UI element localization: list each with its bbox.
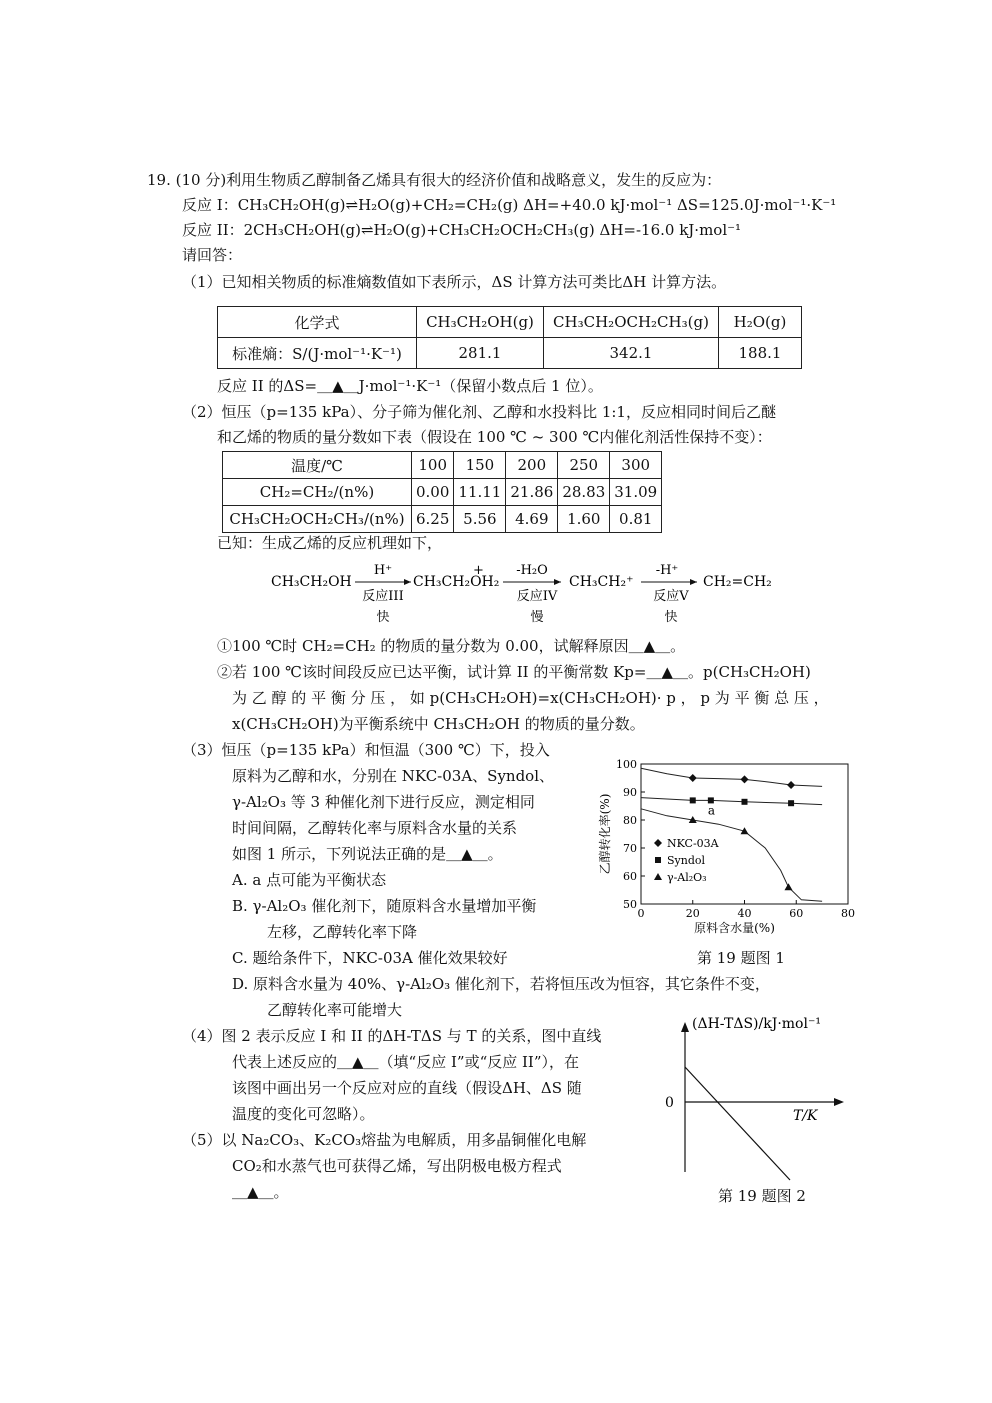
point-a-label: a xyxy=(707,803,716,818)
table-cell: 200 xyxy=(506,452,558,479)
mech-species-3: CH₃CH₂⁺ xyxy=(569,574,634,590)
part1-prompt: （1）已知相关物质的标准熵数值如下表所示，ΔS 计算方法可类比ΔH 计算方法。 xyxy=(182,273,727,291)
mech-species-1: CH₃CH₂OH xyxy=(271,574,352,590)
legend-marker xyxy=(655,857,661,863)
mech-arrow-3-speed: 快 xyxy=(664,610,678,625)
legend-label: Syndol xyxy=(667,854,706,867)
figure-2-caption: 第 19 题图 2 xyxy=(718,1187,806,1205)
mechanism-diagram xyxy=(265,558,785,628)
arrow-head-icon xyxy=(404,579,411,585)
part4-line3: 该图中画出另一个反应对应的直线（假设ΔH、ΔS 随 xyxy=(232,1079,582,1097)
y-tick-label: 80 xyxy=(623,814,637,827)
x-tick-label: 0 xyxy=(637,907,645,920)
option-c: C. 题给条件下，NKC-03A 催化效果较好 xyxy=(232,949,508,967)
part3-line4: 时间间隔，乙醇转化率与原料含水量的关系 xyxy=(232,819,518,837)
x-tick-label: 40 xyxy=(737,907,752,920)
y-tick-label: 90 xyxy=(623,786,637,799)
entropy-table xyxy=(217,306,802,369)
option-a: A. a 点可能为平衡状态 xyxy=(232,871,387,889)
x-axis-label: 原料含水量(%) xyxy=(694,921,775,935)
series-curve-2 xyxy=(641,798,822,805)
legend-label: NKC-03A xyxy=(667,837,719,850)
x-tick-label: 20 xyxy=(685,907,700,920)
mech-arrow-3-top: -H⁺ xyxy=(655,563,679,578)
data-point xyxy=(689,774,697,782)
option-b-line1: B. γ-Al₂O₃ 催化剂下，随原料含水量增加平衡 xyxy=(232,897,537,915)
legend-label: γ-Al₂O₃ xyxy=(667,871,707,884)
series-curve-1 xyxy=(641,768,822,786)
part2-sub2-line2: 为 乙 醇 的 平 衡 分 压 ， 如 p(CH₃CH₂OH)=x(CH₃CH₂OH)· p ， p 为 平 衡 总 压 ， xyxy=(232,689,829,707)
arrow-head-icon xyxy=(554,579,561,585)
reaction-line xyxy=(685,1067,790,1180)
table-cell: CH₃CH₂OCH₂CH₃(g) xyxy=(544,307,719,338)
part3-line1: （3）恒压（p=135 kPa）和恒温（300 ℃）下，投入 xyxy=(182,741,550,759)
table-cell: 21.86 xyxy=(506,479,558,506)
part5-line1: （5）以 Na₂CO₃、K₂CO₃熔盐为电解质，用多晶铜催化电解 xyxy=(182,1131,587,1149)
table-cell: 31.09 xyxy=(610,479,662,506)
table-cell: CH₂=CH₂/(n%) xyxy=(223,479,412,506)
part3-line2: 原料为乙醇和水，分别在 NKC-03A、Syndol、 xyxy=(232,767,555,785)
mech-arrow-2-top: -H₂O xyxy=(516,563,548,578)
option-d-line2: 乙醇转化率可能增大 xyxy=(267,1001,403,1019)
part3-line3: γ-Al₂O₃ 等 3 种催化剂下进行反应，测定相同 xyxy=(232,793,535,811)
table-cell: 188.1 xyxy=(719,338,802,369)
x-tick-label: 60 xyxy=(789,907,804,920)
part2-sub2-line3: x(CH₃CH₂OH)为平衡系统中 CH₃CH₂OH 的物质的量分数。 xyxy=(232,715,645,733)
y-tick-label: 50 xyxy=(623,898,637,911)
mech-arrow-1-bottom: 反应III xyxy=(362,589,404,604)
part4-line1: （4）图 2 表示反应 I 和 II 的ΔH-TΔS 与 T 的关系，图中直线 xyxy=(182,1027,602,1045)
part2-line2: 和乙烯的物质的量分数如下表（假设在 100 ℃ ~ 300 ℃内催化剂活性保持不变）： xyxy=(217,428,772,446)
arrow-up-icon xyxy=(681,1022,689,1032)
data-point xyxy=(690,797,696,803)
part1-answer: 反应 II 的ΔS=＿▲＿J·mol⁻¹·K⁻¹（保留小数点后 1 位）。 xyxy=(217,377,603,395)
data-point xyxy=(784,883,792,890)
part2-sub1: ①100 ℃时 CH₂=CH₂ 的物质的量分数为 0.00，试解释原因＿▲＿。 xyxy=(217,637,686,655)
reaction-2: 反应 II：2CH₃CH₂OH(g)⇌H₂O(g)+CH₃CH₂OCH₂CH₃(g) ΔH=-16.0 kJ·mol⁻¹ xyxy=(182,221,742,239)
data-point xyxy=(741,775,749,783)
y-tick-label: 60 xyxy=(623,870,637,883)
table-cell: 1.60 xyxy=(558,506,610,533)
mech-species-2: CH₃CH₂OH₂ xyxy=(413,574,500,590)
mech-species-4: CH₂=CH₂ xyxy=(703,574,772,590)
mechanism-intro: 已知：生成乙烯的反应机理如下， xyxy=(217,534,443,552)
table-cell: 6.25 xyxy=(412,506,454,533)
mech-plus: + xyxy=(473,563,484,578)
part3-line5: 如图 1 所示，下列说法正确的是＿▲＿。 xyxy=(232,845,503,863)
legend-marker xyxy=(654,839,662,847)
mole-fraction-table xyxy=(222,451,662,533)
data-point xyxy=(788,800,794,806)
question-header: 19. (10 分)利用生物质乙醇制备乙烯具有很大的经济价值和战略意义，发生的反应为： xyxy=(147,171,722,189)
mech-arrow-2-speed: 慢 xyxy=(530,610,544,625)
table-cell: 标准熵：S/(J·mol⁻¹·K⁻¹) xyxy=(218,338,417,369)
part4-line4: 温度的变化可忽略）。 xyxy=(232,1105,375,1123)
mech-arrow-3-bottom: 反应V xyxy=(653,589,689,604)
mech-arrow-1-speed: 快 xyxy=(376,610,390,625)
table-cell: 0.00 xyxy=(412,479,454,506)
table-cell: 5.56 xyxy=(454,506,506,533)
table-cell: 0.81 xyxy=(610,506,662,533)
chart-ticks xyxy=(616,758,855,920)
arrow-right-icon xyxy=(834,1098,844,1106)
figure-2-chart xyxy=(660,1012,860,1182)
table-cell: 281.1 xyxy=(417,338,544,369)
table-cell: CH₃CH₂OH(g) xyxy=(417,307,544,338)
table-cell: 4.69 xyxy=(506,506,558,533)
table-cell: 28.83 xyxy=(558,479,610,506)
chart-legend xyxy=(654,837,720,884)
table-cell: 100 xyxy=(412,452,454,479)
data-point xyxy=(787,781,795,789)
table-cell: CH₃CH₂OCH₂CH₃/(n%) xyxy=(223,506,412,533)
part5-line2: CO₂和水蒸气也可获得乙烯，写出阴极电极方程式 xyxy=(232,1157,562,1175)
part5-line3: ＿▲＿。 xyxy=(232,1183,289,1201)
origin-label: 0 xyxy=(665,1095,674,1111)
mech-arrow-2-bottom: 反应IV xyxy=(516,589,558,604)
part4-line2: 代表上述反应的＿▲＿（填“反应 I”或“反应 II”），在 xyxy=(232,1053,580,1071)
please-answer: 请回答： xyxy=(182,246,243,264)
y-tick-label: 70 xyxy=(623,842,637,855)
y-axis-label: 乙醇转化率(%) xyxy=(598,793,612,875)
legend-marker xyxy=(654,873,662,880)
figure-1-caption: 第 19 题图 1 xyxy=(697,949,785,967)
part2-sub2-line1: ②若 100 ℃该时间段反应已达平衡，试计算 II 的平衡常数 Kp=＿▲＿。p(CH₃CH₂OH) xyxy=(217,663,811,681)
y-tick-label: 100 xyxy=(616,758,637,771)
part2-line1: （2）恒压（p=135 kPa）、分子筛为催化剂、乙醇和水投料比 1:1，反应相同时间后乙醚 xyxy=(182,403,776,421)
figure-1-chart xyxy=(596,752,866,977)
table-cell: 化学式 xyxy=(218,307,417,338)
table-cell: 342.1 xyxy=(544,338,719,369)
option-d-line1: D. 原料含水量为 40%、γ-Al₂O₃ 催化剂下，若将恒压改为恒容，其它条件不变， xyxy=(232,975,770,993)
mech-arrow-1-top: H⁺ xyxy=(373,563,393,578)
table-cell: 150 xyxy=(454,452,506,479)
table-cell: 11.11 xyxy=(454,479,506,506)
table-cell: 温度/℃ xyxy=(223,452,412,479)
x-tick-label: 80 xyxy=(841,907,855,920)
table-cell: H₂O(g) xyxy=(719,307,802,338)
reaction-1: 反应 I：CH₃CH₂OH(g)⇌H₂O(g)+CH₂=CH₂(g) ΔH=+40.0 kJ·mol⁻¹ ΔS=125.0J·mol⁻¹·K⁻¹ xyxy=(182,196,837,214)
x-axis-label: T/K xyxy=(793,1108,818,1124)
table-cell: 300 xyxy=(610,452,662,479)
arrow-head-icon xyxy=(690,579,697,585)
data-point xyxy=(742,799,748,805)
y-axis-label: (ΔH-TΔS)/kJ·mol⁻¹ xyxy=(692,1016,821,1032)
option-b-line2: 左移，乙醇转化率下降 xyxy=(267,923,418,941)
table-cell: 250 xyxy=(558,452,610,479)
